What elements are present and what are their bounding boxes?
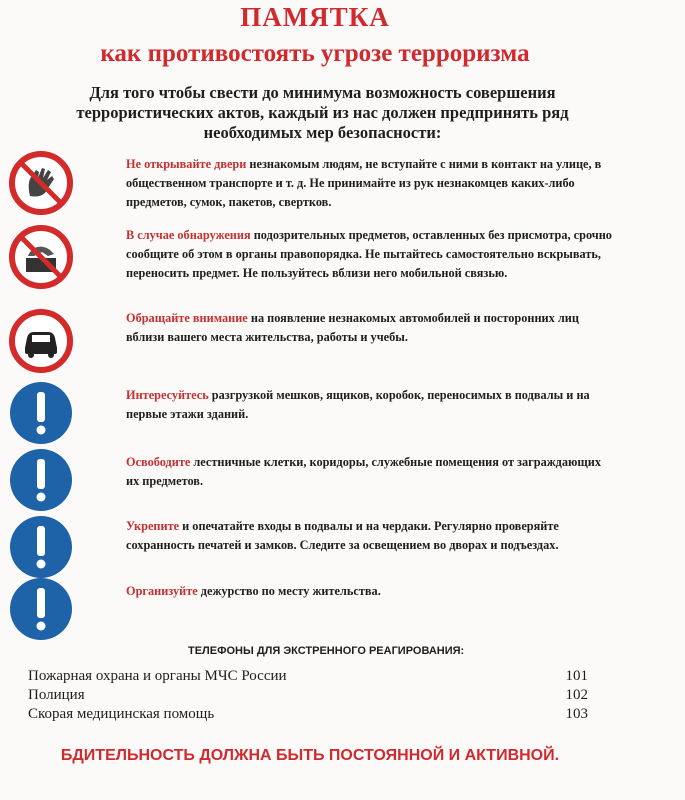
no-suspicious-objects-icon: [8, 224, 74, 290]
exclamation-icon: [8, 514, 74, 580]
instruction-text: подозрительных предметов, оставленных без присмотра, срочно сообщите об этом в органы правопорядка. Не пытайтесь самостоятельно вскрывать, переносить предмет. Не пользуйтесь вблизи него мобильной связью.: [126, 228, 612, 280]
instruction-text: незнакомым людям, не вступайте с ними в контакт на улице, в общественном транспорте и т. д. Не принимайте из рук незнакомцев каких-либо предметов, сумок, пакетов, свертков.: [126, 157, 602, 209]
phone-row: [28, 687, 588, 705]
instruction-keyword: Интересуйтесь: [126, 388, 209, 402]
phones-heading: ТЕЛЕФОНЫ ДЛЯ ЭКСТРЕННОГО РЕАГИРОВАНИЯ:: [188, 645, 465, 657]
instruction-text: дежурство по месту жительства.: [197, 584, 381, 598]
instruction-item: [126, 155, 616, 212]
phone-service-label: Пожарная охрана и органы МЧС России: [28, 668, 287, 684]
instruction-keyword: Укрепите: [126, 519, 180, 533]
instruction-text: разгрузкой мешков, ящиков, коробок, переносимых в подвалы и на первые этажи зданий.: [126, 388, 590, 421]
instruction-item: [126, 453, 616, 491]
instruction-text: лестничные клетки, коридоры, служебные помещения от заграждающих их предметов.: [126, 455, 602, 488]
no-touching-icon: [8, 150, 74, 216]
instruction-keyword: Организуйте: [126, 584, 198, 598]
car-warning-icon: [8, 308, 74, 374]
instruction-item: [126, 386, 616, 424]
instruction-keyword: Освободите: [126, 455, 191, 469]
phone-row: [28, 668, 588, 686]
instruction-item: [126, 582, 616, 601]
page-title: ПАМЯТКА: [240, 2, 390, 32]
instruction-item: [126, 517, 616, 555]
instruction-keyword: Не открывайте двери: [126, 157, 247, 171]
exclamation-icon: [8, 576, 74, 642]
footer-slogan: БДИТЕЛЬНОСТЬ ДОЛЖНА БЫТЬ ПОСТОЯННОЙ И АКТИВНОЙ.: [60, 747, 560, 764]
instruction-item: [126, 226, 616, 283]
phone-number: 102: [565, 687, 588, 703]
intro-text: Для того чтобы свести до минимума возможность совершения террористических актов, каждый из нас должен предпринять ряд необходимых мер безопасности:: [76, 83, 569, 142]
instruction-keyword: В случае обнаружения: [126, 228, 251, 242]
phone-number: 101: [565, 668, 588, 684]
instruction-item: [126, 309, 616, 347]
instruction-text: и опечатайте входы в подвалы и на чердаки. Регулярно проверяйте сохранность печатей и замков. Следите за освещением во дворах и подъездах.: [126, 519, 559, 552]
phone-service-label: Полиция: [28, 687, 85, 703]
exclamation-icon: [8, 380, 74, 446]
phone-number: 103: [565, 706, 588, 722]
instruction-text: на появление незнакомых автомобилей и посторонних лиц вблизи вашего места жительства, работы и учебы.: [126, 311, 579, 344]
phone-row: [28, 706, 588, 724]
phone-service-label: Скорая медицинская помощь: [28, 706, 215, 722]
exclamation-icon: [8, 447, 74, 513]
page-subtitle: как противостоять угрозе терроризма: [100, 40, 530, 67]
instruction-keyword: Обращайте внимание: [126, 311, 248, 325]
